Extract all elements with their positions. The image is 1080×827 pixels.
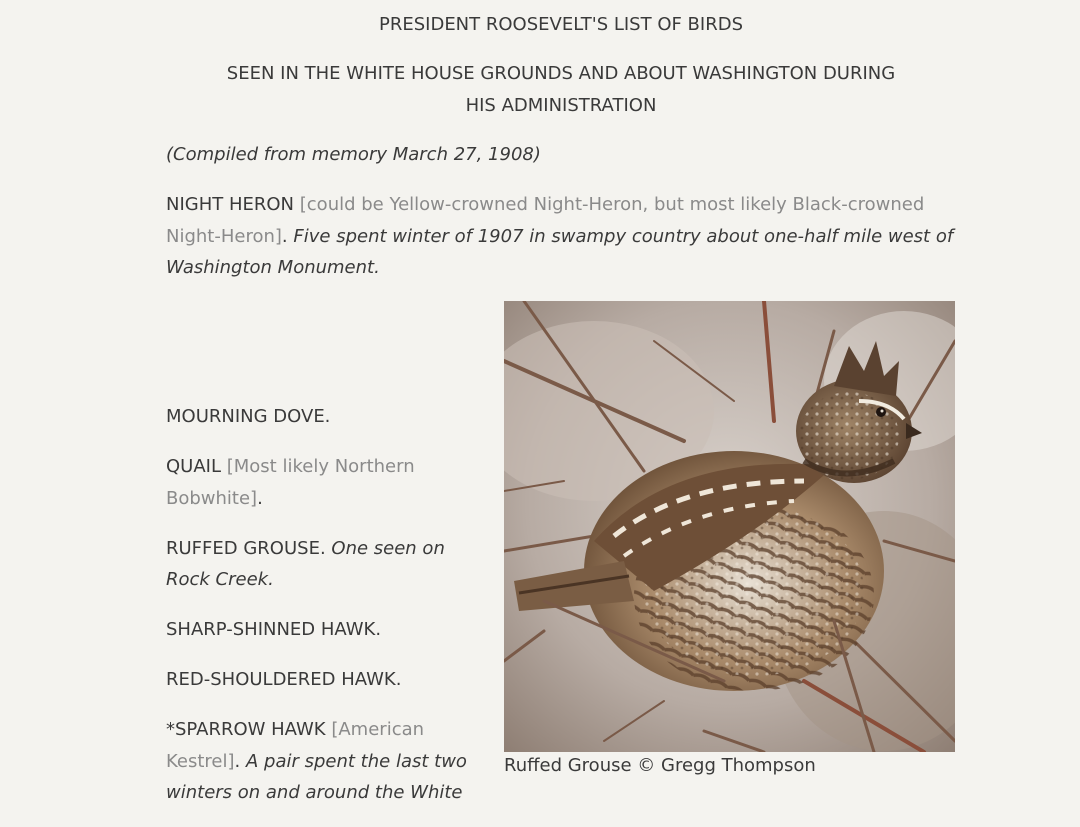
bird-note: [Most likely Northern Bobwhite] xyxy=(166,456,415,509)
bird-note: [could be Yellow-crowned Night-Heron, but most likely Black-crowned Night-Heron] xyxy=(166,194,925,247)
bird-name: MOURNING DOVE. xyxy=(166,406,331,427)
bird-note: [American Kestrel] xyxy=(166,719,425,772)
entry-mourning-dove xyxy=(166,401,486,433)
bird-name: RED-SHOULDERED HAWK. xyxy=(166,669,402,690)
bird-detail: One seen on Rock Creek. xyxy=(166,537,445,590)
bird-detail: Five spent winter of 1907 in swampy country about one-half mile west of Washington Monument. xyxy=(166,225,954,278)
figure-caption: Ruffed Grouse © Gregg Thompson xyxy=(504,755,816,776)
entry-sparrow-hawk: *SPARROW HAWK [American Kestrel]. A pair spent the last two winters on and around the White xyxy=(166,719,467,803)
page-title: PRESIDENT ROOSEVELT'S LIST OF BIRDS xyxy=(378,14,744,35)
page-subtitle: SEEN IN THE WHITE HOUSE GROUNDS AND ABOUT WASHINGTON DURING HIS ADMINISTRATION xyxy=(226,63,896,116)
bird-name: RUFFED GROUSE. xyxy=(166,537,326,559)
bird-name: QUAIL xyxy=(166,456,221,477)
bird-detail: A pair spent the last two winters on and around the White xyxy=(166,750,467,803)
bird-name: SHARP-SHINNED HAWK. xyxy=(166,619,382,640)
compiled-note: (Compiled from memory March 27, 1908) xyxy=(166,144,541,165)
bird-list xyxy=(166,401,486,827)
entry-sharp-shinned-hawk xyxy=(166,614,486,646)
entry-ruffed-grouse xyxy=(166,533,486,596)
bird-name: NIGHT HERON xyxy=(166,194,295,215)
entry-quail: QUAIL [Most likely Northern Bobwhite]. xyxy=(166,456,415,509)
figure xyxy=(504,301,955,780)
entry-night-heron: NIGHT HERON [could be Yellow-crowned Night-Heron, but most likely Black-crowned Night-Heron]. Five spent winter of 1907 in swampy country about one-half mile west of Washington Monument. xyxy=(166,194,954,278)
ruffed-grouse-photo xyxy=(504,301,955,752)
bird-name: *SPARROW HAWK xyxy=(166,719,326,740)
entry-red-shouldered-hawk xyxy=(166,664,486,696)
